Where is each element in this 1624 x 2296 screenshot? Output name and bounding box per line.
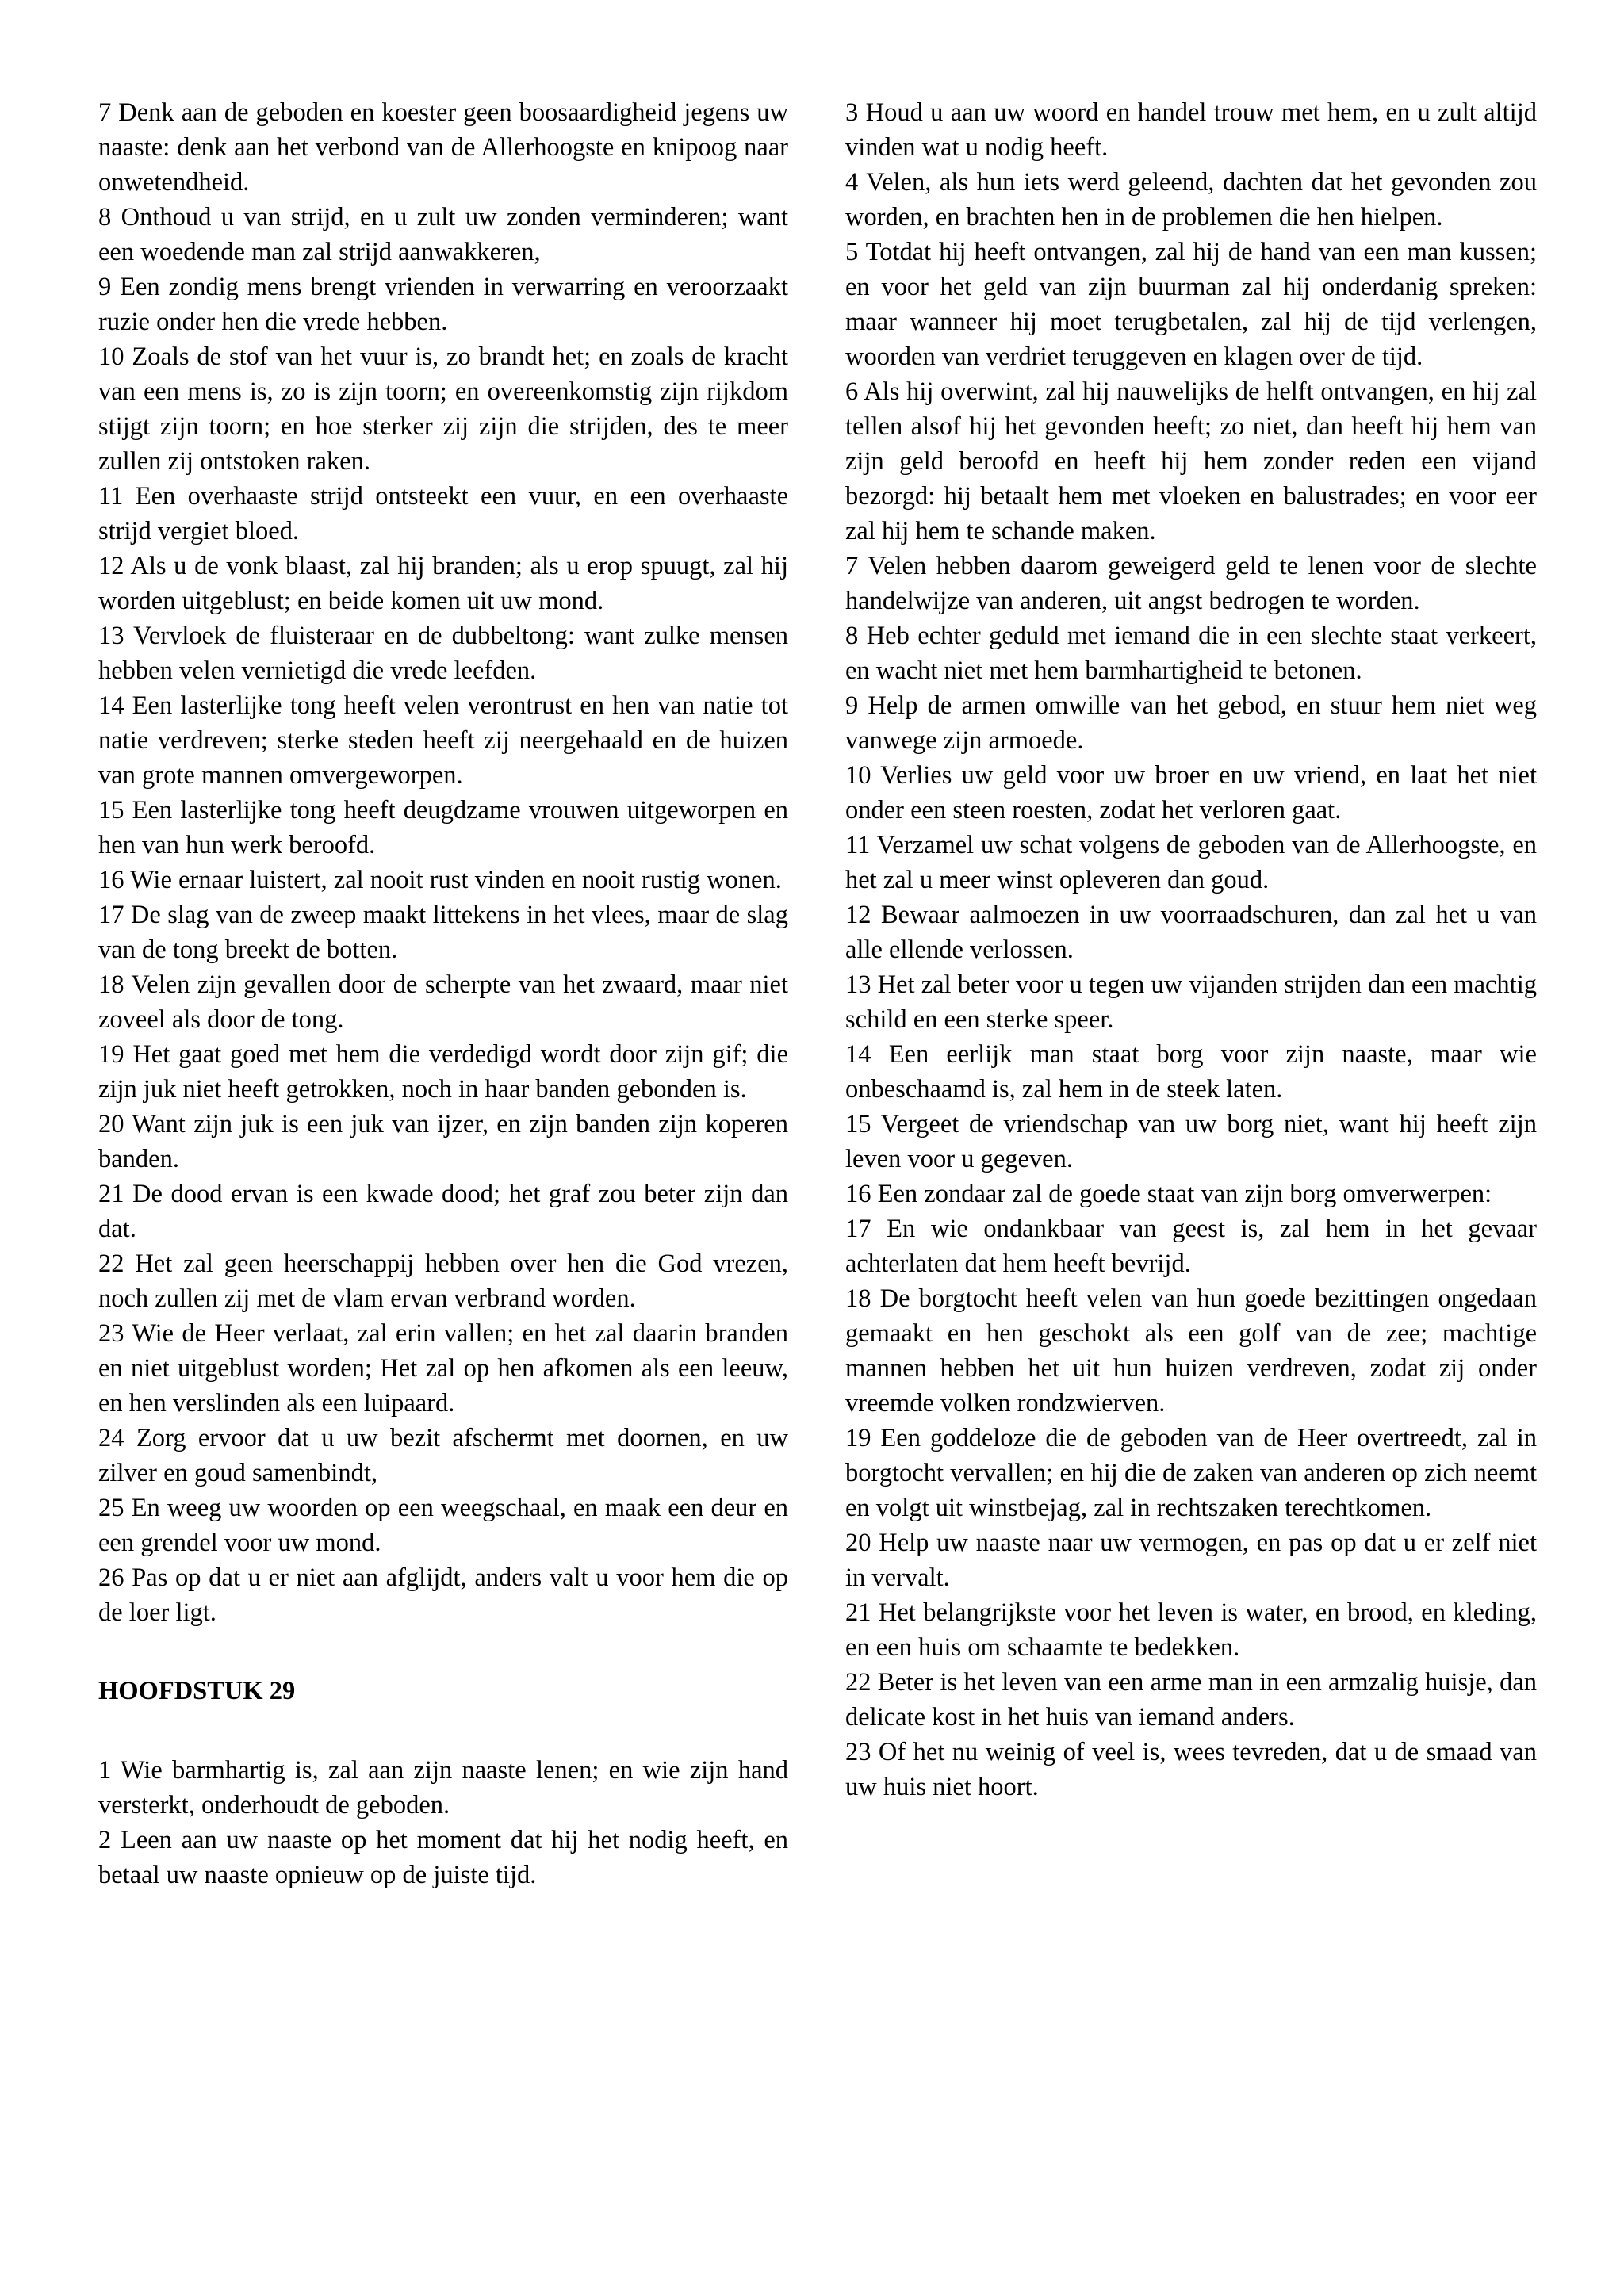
verse: 22 Het zal geen heerschappij hebben over hen die God vrezen, noch zullen zij met de vlam ervan verbrand worden.: [98, 1249, 788, 1313]
left-column: [98, 95, 788, 1892]
verse: 10 Zoals de stof van het vuur is, zo brandt het; en zoals de kracht van een mens is, zo is zijn toorn; en overeenkomstig zijn rijkdom stijgt zijn toorn; en hoe sterker zij zijn die strijden, des te meer zullen zij ontstoken raken.: [98, 342, 788, 476]
verse: 2 Leen aan uw naaste op het moment dat hij het nodig heeft, en betaal uw naaste opnieuw op de juiste tijd.: [98, 1826, 788, 1889]
verse: 17 De slag van de zweep maakt littekens in het vlees, maar de slag van de tong breekt de botten.: [98, 901, 788, 964]
verse: 8 Onthoud u van strijd, en u zult uw zonden verminderen; want een woedende man zal strijd aanwakkeren,: [98, 203, 788, 266]
verse: 3 Houd u aan uw woord en handel trouw met hem, en u zult altijd vinden wat u nodig heeft.: [845, 98, 1537, 162]
verse: 25 En weeg uw woorden op een weegschaal, en maak een deur en een grendel voor uw mond.: [98, 1494, 788, 1557]
verse: 5 Totdat hij heeft ontvangen, zal hij de hand van een man kussen; en voor het geld van zijn buurman zal hij onderdanig spreken: maar wanneer hij moet terugbetalen, zal hij de tijd verlengen, woorden van verdriet teruggeven en klagen over de tijd.: [845, 238, 1537, 371]
verse: 20 Help uw naaste naar uw vermogen, en pas op dat u er zelf niet in vervalt.: [845, 1529, 1537, 1592]
verse: 1 Wie barmhartig is, zal aan zijn naaste lenen; en wie zijn hand versterkt, onderhoudt de geboden.: [98, 1756, 788, 1820]
verse: 16 Wie ernaar luistert, zal nooit rust vinden en nooit rustig wonen.: [98, 866, 782, 894]
verse: 19 Het gaat goed met hem die verdedigd wordt door zijn gif; die zijn juk niet heeft getrokken, noch in haar banden gebonden is.: [98, 1040, 788, 1104]
verse: 15 Vergeet de vriendschap van uw borg niet, want hij heeft zijn leven voor u gegeven.: [845, 1110, 1537, 1173]
chapter-heading: HOOFDSTUK 29: [98, 1677, 296, 1705]
verse: 23 Wie de Heer verlaat, zal erin vallen; en het zal daarin branden en niet uitgeblust worden; Het zal op hen afkomen als een leeuw, en hen verslinden als een luipaard.: [98, 1319, 788, 1418]
verse: 12 Bewaar aalmoezen in uw voorraadschuren, dan zal het u van alle ellende verlossen.: [845, 901, 1537, 964]
verse: 16 Een zondaar zal de goede staat van zijn borg omverwerpen:: [845, 1180, 1492, 1208]
verse: 26 Pas op dat u er niet aan afglijdt, anders valt u voor hem die op de loer ligt.: [98, 1563, 788, 1627]
verse: 6 Als hij overwint, zal hij nauwelijks de helft ontvangen, en hij zal tellen alsof hij het gevonden heeft; zo niet, dan heeft hij hem van zijn geld beroofd en heeft hij hem zonder reden een vijand bezorgd: hij betaalt hem met vloeken en balustrades; en voor eer zal hij hem te schande maken.: [845, 377, 1537, 545]
right-column: [845, 95, 1537, 1804]
verse: 11 Verzamel uw schat volgens de geboden van de Allerhoogste, en het zal u meer winst opleveren dan goud.: [845, 831, 1537, 894]
verse: 7 Denk aan de geboden en koester geen boosaardigheid jegens uw naaste: denk aan het verbond van de Allerhoogste en knipoog naar onwetendheid.: [98, 98, 788, 197]
verse: 11 Een overhaaste strijd ontsteekt een vuur, en een overhaaste strijd vergiet bloed.: [98, 482, 788, 545]
verse: 8 Heb echter geduld met iemand die in een slechte staat verkeert, en wacht niet met hem barmhartigheid te betonen.: [845, 622, 1537, 685]
verse: 19 Een goddeloze die de geboden van de Heer overtreedt, zal in borgtocht vervallen; en hij die de zaken van anderen op zich neemt en volgt uit winstbejag, zal in rechtszaken terechtkomen.: [845, 1424, 1537, 1522]
verse: 17 En wie ondankbaar van geest is, zal hem in het gevaar achterlaten dat hem heeft bevrijd.: [845, 1215, 1537, 1278]
verse: 4 Velen, als hun iets werd geleend, dachten dat het gevonden zou worden, en brachten hen in de problemen die hen hielpen.: [845, 168, 1537, 232]
verse: 15 Een lasterlijke tong heeft deugdzame vrouwen uitgeworpen en hen van hun werk beroofd.: [98, 796, 788, 859]
verse: 9 Help de armen omwille van het gebod, en stuur hem niet weg vanwege zijn armoede.: [845, 691, 1537, 755]
verse: 13 Vervloek de fluisteraar en de dubbeltong: want zulke mensen hebben velen vernietigd die vrede leefden.: [98, 622, 788, 685]
verse: 14 Een eerlijk man staat borg voor zijn naaste, maar wie onbeschaamd is, zal hem in de steek laten.: [845, 1040, 1537, 1104]
verse: 22 Beter is het leven van een arme man in een armzalig huisje, dan delicate kost in het huis van iemand anders.: [845, 1668, 1537, 1732]
verse: 14 Een lasterlijke tong heeft velen verontrust en hen van natie tot natie verdreven; sterke steden heeft zij neergehaald en de huizen van grote mannen omvergeworpen.: [98, 691, 788, 790]
verse: 21 Het belangrijkste voor het leven is water, en brood, en kleding, en een huis om schaamte te bedekken.: [845, 1598, 1537, 1662]
verse: 20 Want zijn juk is een juk van ijzer, en zijn banden zijn koperen banden.: [98, 1110, 788, 1173]
verse: 7 Velen hebben daarom geweigerd geld te lenen voor de slechte handelwijze van anderen, uit angst bedrogen te worden.: [845, 552, 1537, 615]
verse: 24 Zorg ervoor dat u uw bezit afschermt met doornen, en uw zilver en goud samenbindt,: [98, 1424, 788, 1487]
verse: 9 Een zondig mens brengt vrienden in verwarring en veroorzaakt ruzie onder hen die vrede hebben.: [98, 273, 788, 336]
verse: 18 De borgtocht heeft velen van hun goede bezittingen ongedaan gemaakt en hen geschokt als een golf van de zee; machtige mannen hebben het uit hun huizen verdreven, zodat zij onder vreemde volken rondzwierven.: [845, 1284, 1537, 1418]
verse: 10 Verlies uw geld voor uw broer en uw vriend, en laat het niet onder een steen roesten, zodat het verloren gaat.: [845, 761, 1537, 825]
verse: 23 Of het nu weinig of veel is, wees tevreden, dat u de smaad van uw huis niet hoort.: [845, 1738, 1537, 1801]
verse: 13 Het zal beter voor u tegen uw vijanden strijden dan een machtig schild en een sterke speer.: [845, 970, 1537, 1034]
verse: 12 Als u de vonk blaast, zal hij branden; als u erop spuugt, zal hij worden uitgeblust; en beide komen uit uw mond.: [98, 552, 788, 615]
verse: 21 De dood ervan is een kwade dood; het graf zou beter zijn dan dat.: [98, 1180, 788, 1243]
verse: 18 Velen zijn gevallen door de scherpte van het zwaard, maar niet zoveel als door de tong.: [98, 970, 788, 1034]
